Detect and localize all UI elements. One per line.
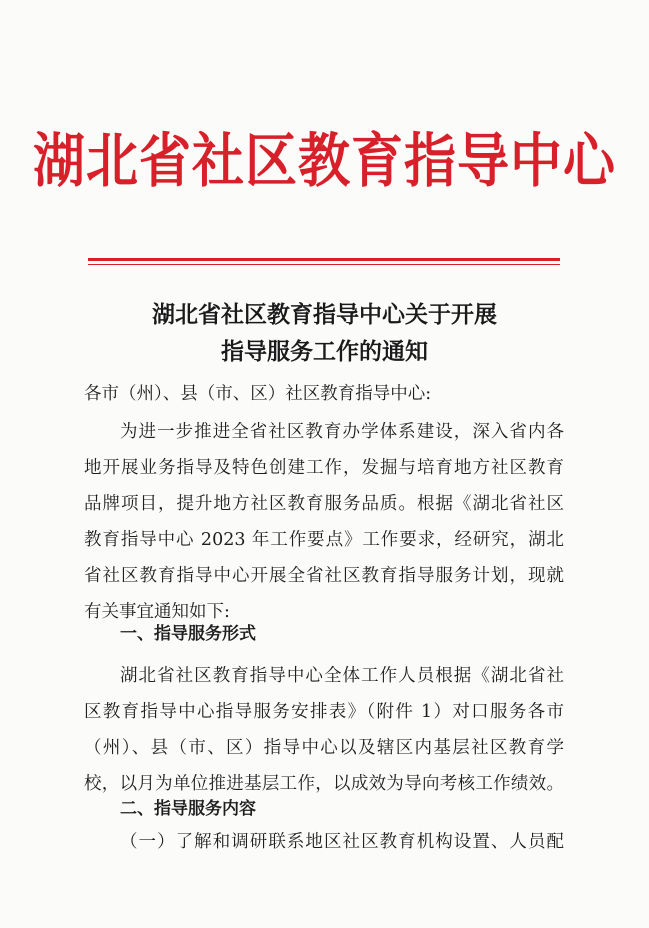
notice-title-line-2: 指导服务工作的通知: [221, 338, 428, 365]
salutation: 各市（州）、县（市、区）社区教育指导中心:: [84, 384, 432, 404]
paragraph-line: 为进一步推进全省社区教育办学体系建设，深入省内各: [120, 422, 564, 442]
section-heading-1: 一、指导服务形式: [120, 624, 256, 644]
paragraph-line: 品牌项目，提升地方社区教育服务品质。根据《湖北省社区: [84, 494, 564, 514]
paragraph-line: 省社区教育指导中心开展全省社区教育指导服务计划，现就: [84, 566, 564, 586]
org-letterhead: 湖北省社区教育指导中心: [32, 127, 616, 196]
paragraph-line: 地开展业务指导及特色创建工作，发掘与培育地方社区教育: [84, 458, 564, 478]
letterhead-red-rule-thick: [88, 258, 560, 261]
paragraph-line: 教育指导中心 2023 年工作要点》工作要求，经研究，湖北: [84, 530, 564, 550]
paragraph-line: （一）了解和调研联系地区社区教育机构设置、人员配: [120, 832, 564, 852]
paragraph-line: 湖北省社区教育指导中心全体工作人员根据《湖北省社: [120, 666, 564, 686]
notice-title-line-1: 湖北省社区教育指导中心关于开展: [152, 301, 497, 328]
paragraph-line: （州）、县（市、区）指导中心以及辖区内基层社区教育学: [84, 738, 564, 758]
paragraph-line: 校，以月为单位推进基层工作，以成效为导向考核工作绩效。: [84, 774, 564, 794]
section-heading-2: 二、指导服务内容: [120, 799, 256, 819]
letterhead-red-rule-thin: [88, 264, 560, 265]
paragraph-line: 区教育指导中心指导服务安排表》（附件 1）对口服务各市: [84, 702, 564, 722]
paragraph-line: 有关事宜通知如下:: [84, 602, 230, 622]
